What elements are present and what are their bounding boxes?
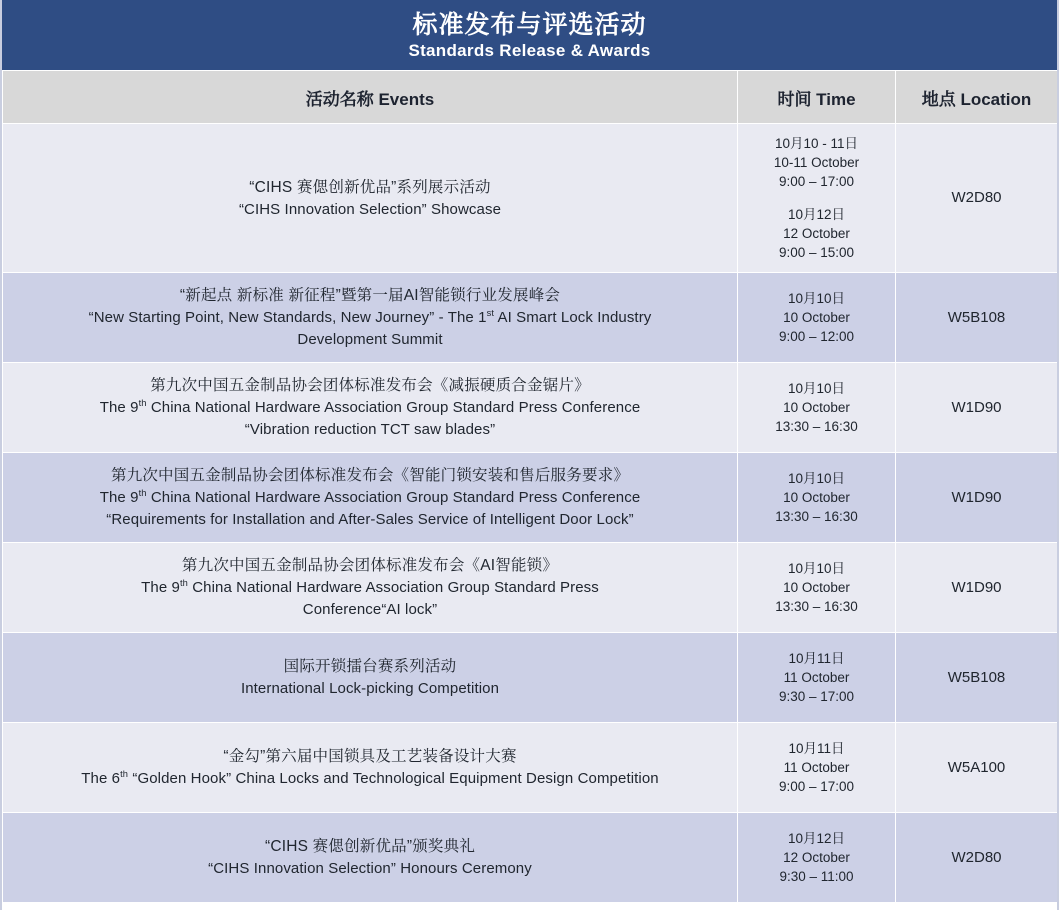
table-row (3, 273, 1058, 363)
event-title-en: The 9th China National Hardware Association Group Standard Press Conference (99, 398, 641, 416)
event-title-cn: 第九次中国五金制品协会团体标准发布会《减振硬质合金锯片》 (150, 377, 590, 394)
ordinal-suffix: th (120, 769, 129, 779)
event-cell (3, 813, 738, 903)
time-cell (738, 543, 896, 633)
time-hours: 13:30 – 16:30 (775, 509, 858, 524)
banner-title-cn: 标准发布与评选活动 (412, 11, 647, 39)
time-hours: 9:00 – 17:00 (778, 779, 855, 794)
event-title-en: “CIHS Innovation Selection” Showcase (238, 200, 502, 218)
time-cell (738, 813, 896, 903)
table-body (3, 124, 1058, 903)
table-header (3, 71, 1058, 124)
event-title-en: “CIHS Innovation Selection” Honours Ceremony (208, 860, 532, 877)
time-hours: 9:00 – 15:00 (778, 245, 855, 260)
time-group (750, 134, 883, 191)
column-header-time: 时间 Time (738, 71, 896, 124)
event-cell (3, 273, 738, 363)
time-group (750, 559, 883, 616)
ordinal-suffix: th (179, 578, 188, 588)
table-row (3, 723, 1058, 813)
time-date-cn: 10月11日 (788, 651, 845, 666)
time-date-en: 11 October (783, 670, 850, 685)
event-cell (3, 723, 738, 813)
event-title-en: International Lock-picking Competition (240, 680, 500, 697)
time-date-cn: 10月12日 (787, 831, 846, 846)
event-title-en-2: Conference“AI lock” (302, 601, 438, 618)
table-row (3, 543, 1058, 633)
event-title-cn: “新起点 新标准 新征程”暨第一届AI智能锁行业发展峰会 (179, 287, 561, 304)
time-date-en: 12 October (783, 850, 850, 865)
banner-title-en: Standards Release & Awards (408, 41, 651, 60)
location-cell: W1D90 (896, 543, 1058, 633)
location-cell: W1D90 (896, 363, 1058, 453)
time-cell (738, 453, 896, 543)
time-date-en: 10 October (783, 490, 850, 505)
event-title-en: The 9th China National Hardware Association Group Standard Press Conference (99, 488, 641, 506)
time-date-cn: 10月10日 (787, 561, 846, 576)
event-title-en-2: “Requirements for Installation and After-Sales Service of Intelligent Door Lock” (106, 511, 634, 528)
time-group (750, 649, 883, 706)
location-cell: W5A100 (896, 723, 1058, 813)
time-group (750, 739, 883, 796)
column-header-location: 地点 Location (896, 71, 1058, 124)
event-title-cn: 第九次中国五金制品协会团体标准发布会《智能门锁安装和售后服务要求》 (110, 467, 630, 484)
event-title-cn: “金勾”第六届中国锁具及工艺装备设计大赛 (223, 748, 517, 765)
event-title-cn: 第九次中国五金制品协会团体标准发布会《AI智能锁》 (181, 557, 559, 574)
event-title-en: The 6th “Golden Hook” China Locks and Technological Equipment Design Competition (81, 769, 659, 787)
time-cell (738, 124, 896, 273)
time-date-cn: 10月11日 (788, 741, 845, 756)
time-cell (738, 363, 896, 453)
time-date-cn: 10月10日 (787, 471, 846, 486)
time-date-en: 10 October (783, 580, 850, 595)
time-date-cn: 10月10 - 11日 (774, 136, 859, 151)
location-cell: W1D90 (896, 453, 1058, 543)
time-date-en: 12 October (783, 226, 850, 241)
time-hours: 9:30 – 11:00 (779, 869, 854, 884)
event-cell (3, 363, 738, 453)
time-date-en: 10 October (783, 400, 850, 415)
time-date-cn: 10月10日 (787, 381, 846, 396)
event-cell (3, 543, 738, 633)
time-group (750, 289, 883, 346)
time-hours: 9:30 – 17:00 (778, 689, 855, 704)
location-cell: W2D80 (896, 124, 1058, 273)
table-row (3, 363, 1058, 453)
time-hours: 13:30 – 16:30 (775, 599, 858, 614)
event-title-en-2: Development Summit (297, 331, 443, 348)
time-hours: 9:00 – 17:00 (778, 174, 855, 189)
time-cell (738, 723, 896, 813)
location-cell: W2D80 (896, 813, 1058, 903)
time-date-en: 11 October (783, 760, 850, 775)
time-cell (738, 273, 896, 363)
time-group (750, 379, 883, 436)
time-cell (738, 633, 896, 723)
event-title-en-2: “Vibration reduction TCT saw blades” (244, 421, 496, 438)
time-date-cn: 10月10日 (787, 291, 846, 306)
event-cell (3, 633, 738, 723)
event-title-en: The 9th China National Hardware Association Group Standard Press (141, 578, 599, 596)
time-date-en: 10 October (783, 310, 850, 325)
time-date-cn: 10月12日 (787, 207, 846, 222)
event-title-cn: “CIHS 赛偲创新优品”系列展示活动 (249, 178, 491, 196)
location-cell: W5B108 (896, 633, 1058, 723)
table-row (3, 633, 1058, 723)
event-title-cn: “CIHS 赛偲创新优品”颁奖典礼 (264, 838, 476, 855)
event-title-cn: 国际开锁擂台赛系列活动 (283, 658, 457, 675)
table-row (3, 453, 1058, 543)
time-group (750, 829, 883, 886)
page-banner (2, 0, 1057, 70)
location-cell: W5B108 (896, 273, 1058, 363)
time-date-en: 10-11 October (773, 155, 860, 170)
header-row (3, 71, 1058, 124)
time-hours: 9:00 – 12:00 (778, 329, 855, 344)
time-hours: 13:30 – 16:30 (775, 419, 858, 434)
ordinal-suffix: th (138, 488, 147, 498)
time-group (750, 205, 883, 262)
event-title-en: “New Starting Point, New Standards, New Journey” - The 1st AI Smart Lock Industry (88, 308, 652, 326)
table-row (3, 124, 1058, 273)
ordinal-suffix: th (138, 398, 147, 408)
event-cell (3, 124, 738, 273)
time-group (750, 469, 883, 526)
table-row (3, 813, 1058, 903)
event-cell (3, 453, 738, 543)
ordinal-suffix: st (486, 308, 495, 318)
schedule-table (2, 70, 1058, 903)
column-header-event: 活动名称 Events (3, 71, 738, 124)
